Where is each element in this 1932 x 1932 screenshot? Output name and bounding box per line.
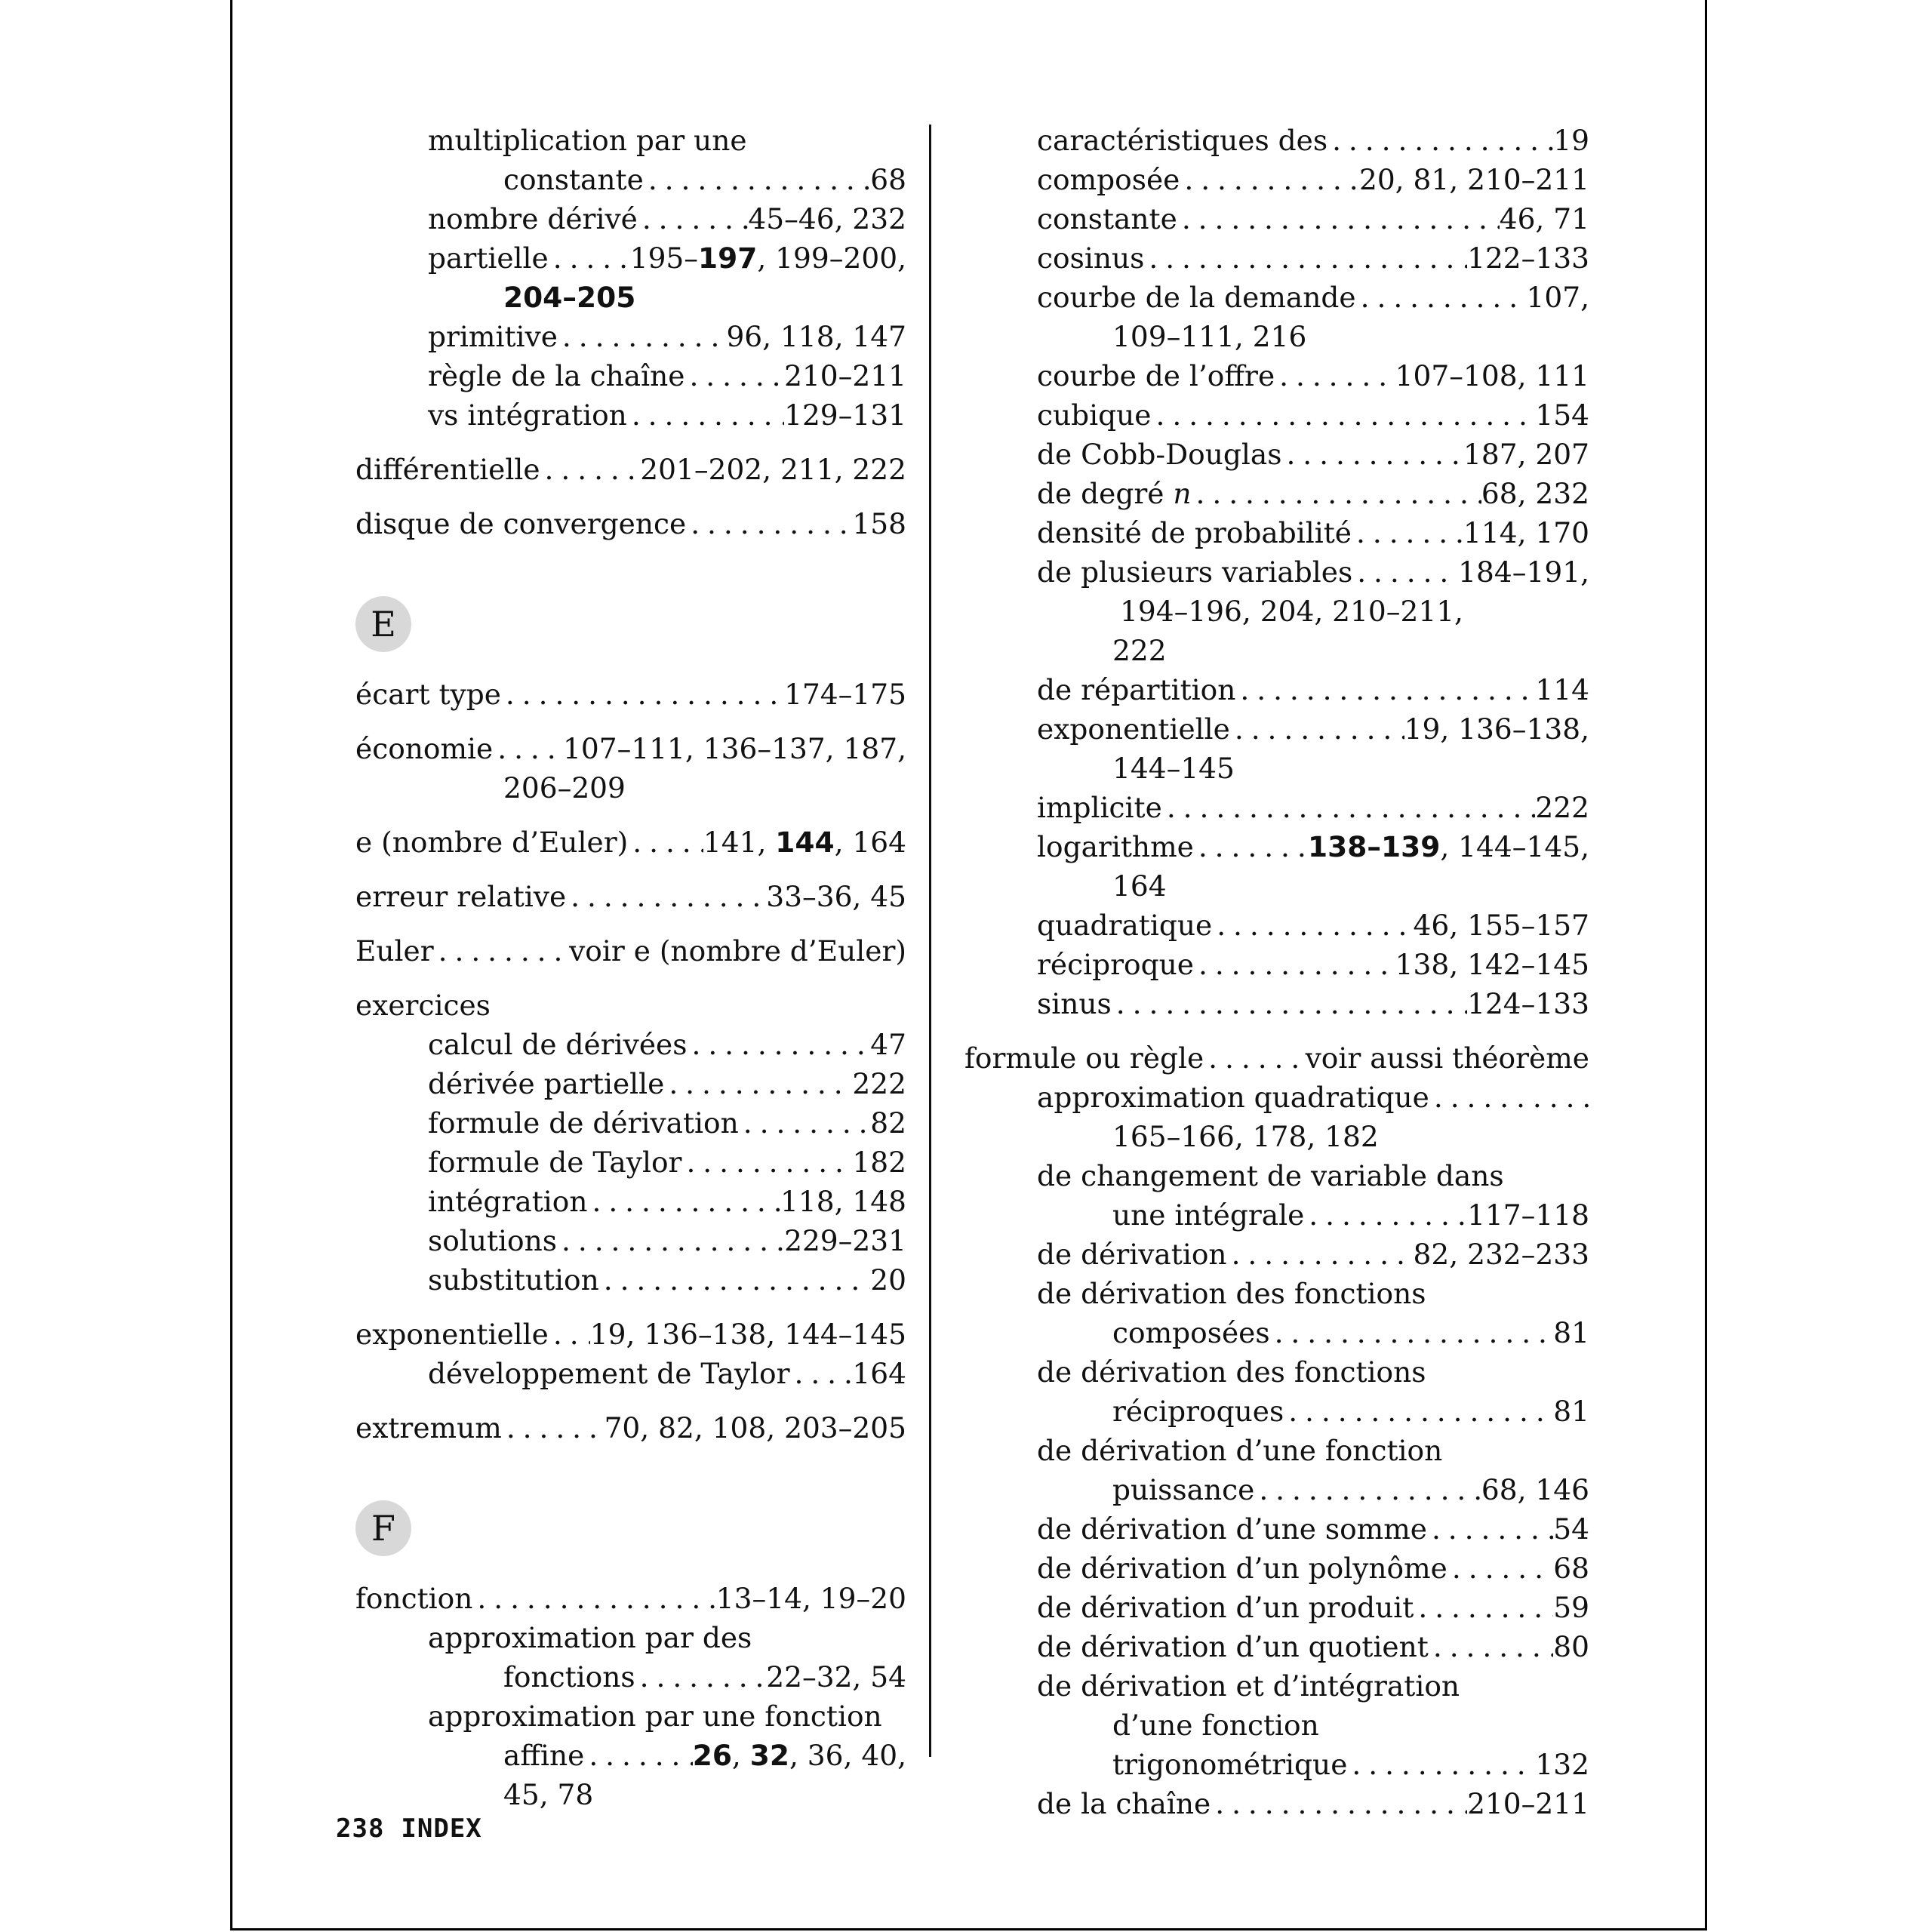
index-entry [1037,474,1589,513]
index-term: de degré n [1037,477,1192,510]
index-entry [355,675,906,714]
index-term: dérivée partielle [428,1067,665,1100]
index-term: cubique [1037,398,1152,432]
index-entry [1037,906,1589,945]
index-pages: 107–111, 136–137, 187, [563,732,906,765]
index-entry [1037,1156,1589,1235]
index-entry [1037,1588,1589,1627]
section-label: INDEX [401,1814,482,1844]
index-entry [355,931,906,971]
index-entry [1037,1352,1589,1431]
index-entry [355,1408,906,1447]
column-divider [929,125,931,1757]
index-entry [1037,984,1589,1023]
index-pages: 81 [1553,1316,1589,1349]
index-term: d’une fonction [1112,1709,1319,1742]
page-footer [336,1814,499,1844]
index-entry [1037,1274,1589,1352]
index-term: courbe de la demande [1037,281,1356,314]
index-entry [355,504,906,543]
index-entry [355,199,906,238]
index-term: exponentielle [355,1318,549,1351]
index-entry [1037,1666,1589,1784]
index-pages: 81 [1553,1395,1589,1428]
index-pages: 114 [1535,673,1589,706]
index-pages: 201–202, 211, 222 [640,453,906,486]
index-term: de dérivation des fonctions [1037,1355,1426,1389]
index-term: cosinus [1037,242,1145,275]
index-term: densité de probabilité [1037,516,1352,549]
index-term: constante [503,163,644,196]
index-entry [355,986,906,1025]
index-entry [1037,435,1589,474]
index-term: approximation par une fonction [428,1700,882,1733]
index-term: de changement de variable dans [1037,1159,1504,1192]
index-pages: 164 [852,1357,906,1390]
index-entry [355,823,906,862]
index-pages: 210–211 [1467,1787,1589,1820]
index-pages: 229–231 [784,1224,906,1257]
index-pages: 206–209 [503,771,626,804]
index-term: solutions [428,1224,558,1257]
index-pages: 45, 78 [503,1778,594,1811]
index-pages: 132 [1535,1748,1589,1781]
index-entry [355,238,906,317]
index-entry [355,1618,906,1697]
index-entry [355,1354,906,1393]
index-pages: 68 [870,163,906,196]
index-term: composées [1112,1316,1270,1349]
index-pages: 46, 71 [1499,202,1589,235]
index-term: multiplication par une [428,124,747,157]
index-entry [1037,827,1589,906]
index-entry [1037,238,1589,278]
index-term: disque de convergence [355,507,687,540]
index-entry [1037,1784,1589,1823]
index-term: partielle [428,242,549,275]
index-pages: 68, 146 [1481,1473,1589,1506]
index-pages: 158 [852,507,906,540]
index-term: approximation par des [428,1621,752,1654]
index-pages: 194–196, 204, 210–211, [1120,595,1463,628]
index-entry [1037,709,1589,788]
index-entry [355,1025,906,1064]
index-pages: 117–118 [1467,1198,1589,1232]
letter-heading-f [355,1500,906,1556]
index-entry [355,1315,906,1354]
index-column-right [964,121,1589,1823]
index-term: affine [503,1739,585,1772]
index-entry [1037,1431,1589,1509]
index-pages: 187, 207 [1463,438,1589,471]
index-entry [1037,121,1589,160]
index-entry [964,1038,1589,1078]
index-term: composée [1037,163,1180,196]
index-pages: 122–133 [1467,242,1589,275]
index-entry [1037,552,1589,670]
index-pages: 138, 142–145 [1395,948,1589,981]
index-pages: 19 [1553,124,1589,157]
index-term: approximation quadratique [1037,1081,1429,1114]
index-term: erreur relative [355,880,567,913]
index-pages: 54 [1553,1512,1589,1546]
page-number: 238 [336,1814,385,1844]
index-pages: 144–145 [1112,752,1235,785]
index-term: économie [355,732,494,765]
index-entry [1037,513,1589,552]
index-pages: 59 [1553,1591,1589,1624]
index-pages: 13–14, 19–20 [715,1582,906,1615]
index-term: vs intégration [428,398,627,432]
index-pages: 154 [1535,398,1589,432]
index-pages: 182 [852,1146,906,1179]
index-entry [355,317,906,356]
index-term: une intégrale [1112,1198,1305,1232]
index-entry [355,1143,906,1182]
index-page [230,0,1707,1930]
index-term: de répartition [1037,673,1236,706]
index-pages: 114, 170 [1463,516,1589,549]
index-term: puissance [1112,1473,1255,1506]
index-pages: voir e (nombre d’Euler) [569,934,906,968]
index-term: extremum [355,1411,502,1444]
index-pages: 20, 81, 210–211 [1358,163,1589,196]
index-term: caractéristiques des [1037,124,1328,157]
index-pages: 164 [1112,869,1167,903]
index-entry [1037,395,1589,435]
index-entry [355,450,906,489]
index-entry [1037,1509,1589,1549]
index-term: réciproque [1037,948,1194,981]
index-entry [1037,356,1589,395]
index-pages: 129–131 [784,398,906,432]
index-pages: 107–108, 111 [1395,359,1589,392]
index-pages: 222 [1535,791,1589,824]
index-term: de dérivation [1037,1238,1227,1271]
index-entry [355,1221,906,1260]
index-term: réciproques [1112,1395,1284,1428]
index-term: primitive [428,320,558,353]
index-entry [355,1697,906,1814]
index-pages: 70, 82, 108, 203–205 [604,1411,906,1444]
index-pages: 124–133 [1467,987,1589,1020]
index-entry [1037,945,1589,984]
index-term: exponentielle [1037,712,1230,746]
index-pages: 184–191, [1458,555,1589,589]
index-term: de dérivation d’un produit [1037,1591,1414,1624]
index-pages: 138–139, 144–145, [1308,830,1589,863]
index-pages: 109–111, 216 [1112,320,1307,353]
index-term: de dérivation des fonctions [1037,1277,1426,1310]
index-pages: 68 [1553,1552,1589,1585]
index-term: de dérivation d’une somme [1037,1512,1427,1546]
index-pages: 33–36, 45 [766,880,906,913]
index-pages: voir aussi théorème [1305,1041,1589,1075]
index-pages: 46, 155–157 [1413,909,1589,942]
letter-badge: F [355,1500,411,1556]
index-term: Euler [355,934,434,968]
index-pages: 141, 144, 164 [703,826,906,859]
index-term: fonctions [503,1660,635,1694]
index-entry [355,1064,906,1103]
index-pages: 210–211 [784,359,906,392]
index-term: écart type [355,678,501,711]
index-entry [355,729,906,808]
index-term: de dérivation d’un polynôme [1037,1552,1447,1585]
index-term: formule de dérivation [428,1106,739,1140]
index-pages: 195–197, 199–200, [629,242,906,275]
letter-badge: E [355,596,411,652]
index-pages: 222 [1112,634,1167,667]
index-entry [355,1103,906,1143]
index-term: formule de Taylor [428,1146,682,1179]
index-pages: 96, 118, 147 [726,320,906,353]
index-entry [355,121,906,199]
index-pages: 45–46, 232 [748,202,906,235]
index-pages: 165–166, 178, 182 [1112,1120,1379,1153]
index-term: règle de la chaîne [428,359,685,392]
index-term: développement de Taylor [428,1357,790,1390]
index-pages: 174–175 [784,678,906,711]
index-pages: 107, [1526,281,1589,314]
index-term: de dérivation et d’intégration [1037,1669,1460,1703]
index-term: de Cobb-Douglas [1037,438,1282,471]
index-pages: 68, 232 [1481,477,1589,510]
index-pages: 82, 232–233 [1413,1238,1589,1271]
index-pages: 20 [870,1263,906,1297]
index-pages: 22–32, 54 [766,1660,906,1694]
index-pages: 80 [1553,1630,1589,1663]
index-entry [1037,1078,1589,1156]
index-term: différentielle [355,453,540,486]
index-entry [1037,1235,1589,1274]
index-column-left [355,121,906,1814]
index-entry [1037,788,1589,827]
index-pages: 47 [870,1028,906,1061]
index-term: courbe de l’offre [1037,359,1275,392]
index-entry [1037,1549,1589,1588]
index-term: implicite [1037,791,1162,824]
index-term: nombre dérivé [428,202,638,235]
index-term: de plusieurs variables [1037,555,1353,589]
index-pages: 26, 32, 36, 40, [692,1739,906,1772]
index-entry [355,395,906,435]
index-pages: 19, 136–138, [1404,712,1589,746]
index-term: e (nombre d’Euler) [355,826,629,859]
index-term: trigonométrique [1112,1748,1348,1781]
index-term: substitution [428,1263,599,1297]
index-entry [355,356,906,395]
index-pages: 222 [852,1067,906,1100]
index-entry [355,877,906,916]
index-entry [1037,160,1589,199]
index-entry [1037,1627,1589,1666]
index-pages: 204–205 [503,281,636,314]
index-term: logarithme [1037,830,1194,863]
index-term: de dérivation d’un quotient [1037,1630,1429,1663]
index-term: formule ou règle [964,1041,1204,1075]
index-term: exercices [355,989,491,1022]
index-term: constante [1037,202,1177,235]
index-entry [355,1182,906,1221]
index-term: de la chaîne [1037,1787,1211,1820]
index-term: de dérivation d’une fonction [1037,1434,1443,1467]
index-term: intégration [428,1185,588,1218]
index-term: quadratique [1037,909,1213,942]
index-pages: 19, 136–138, 144–145 [589,1318,906,1351]
letter-heading-e [355,596,906,652]
index-pages: 82 [870,1106,906,1140]
index-term: calcul de dérivées [428,1028,688,1061]
index-term: fonction [355,1582,473,1615]
index-entry [1037,670,1589,709]
index-term: sinus [1037,987,1112,1020]
index-entry [1037,278,1589,356]
index-entry [1037,199,1589,238]
index-pages: 118, 148 [780,1185,906,1218]
index-entry [355,1260,906,1300]
index-entry [355,1579,906,1618]
